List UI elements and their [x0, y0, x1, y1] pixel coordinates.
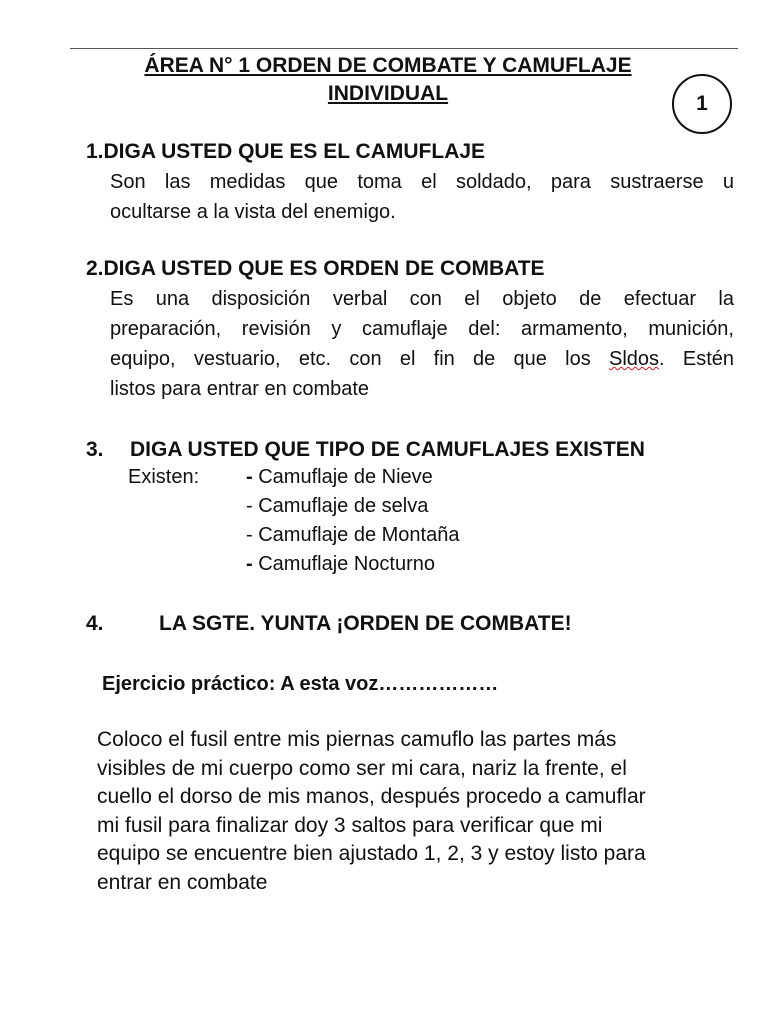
final-line-2: visibles de mi cuerpo como ser mi cara, nariz la frente, el: [97, 756, 627, 780]
camouflage-list: [246, 463, 459, 579]
spellcheck-word: Sldos: [609, 348, 660, 370]
section-3-label: Existen:: [128, 466, 200, 488]
title-line-1: ÁREA N° 1 ORDEN DE COMBATE Y CAMUFLAJE: [144, 54, 632, 77]
list-item: [246, 550, 459, 579]
list-bullet: -: [246, 495, 253, 517]
section-2-line-4: listos para entrar en combate: [110, 378, 370, 400]
section-4-title: LA SGTE. YUNTA ¡ORDEN DE COMBATE!: [159, 612, 572, 635]
section-4-heading: [86, 610, 572, 638]
title-line-2: INDIVIDUAL: [327, 82, 449, 105]
final-line-5: equipo se encuentre bien ajustado 1, 2, 3 y estoy listo para: [97, 842, 646, 865]
list-item: [246, 492, 459, 521]
section-1-line-1: Son las medidas que toma el soldado, para sustraerse u: [110, 171, 734, 193]
section-1-paragraph: [110, 167, 734, 227]
list-item-text: Camuflaje de selva: [258, 495, 429, 517]
section-3-heading: [86, 436, 645, 464]
section-2-line-3-end: . Estén: [659, 348, 735, 370]
final-line-4: mi fusil para finalizar doy 3 saltos para verificar que mi: [97, 813, 603, 837]
final-line-1: Coloco el fusil entre mis piernas camuflo las partes más: [97, 728, 617, 751]
section-3-number: 3.: [86, 438, 104, 461]
section-4-number: 4.: [86, 612, 104, 635]
section-2-paragraph: [110, 284, 734, 404]
page-title: [70, 52, 706, 108]
section-2-line-3-start: equipo, vestuario, etc. con el fin de que los: [110, 348, 610, 370]
list-bullet: -: [246, 524, 253, 546]
list-item: [246, 463, 459, 492]
final-paragraph: [97, 726, 739, 897]
list-item-text: Camuflaje de Montaña: [258, 524, 460, 546]
section-1-heading: 1.DIGA USTED QUE ES EL CAMUFLAJE: [86, 140, 486, 163]
section-2-line-1: Es una disposición verbal con el objeto de efectuar la: [110, 288, 734, 310]
section-2-heading: 2.DIGA USTED QUE ES ORDEN DE COMBATE: [86, 257, 545, 280]
section-2-line-2: preparación, revisión y camuflaje del: armamento, munición,: [110, 318, 734, 340]
list-item: [246, 521, 459, 550]
section-2-line-3: [110, 344, 734, 374]
section-3-title: DIGA USTED QUE TIPO DE CAMUFLAJES EXISTEN: [130, 438, 645, 461]
exercise-label: Ejercicio práctico: A esta voz………………: [102, 673, 499, 695]
list-bullet: -: [246, 466, 253, 488]
list-bullet: -: [246, 553, 253, 575]
list-item-text: Camuflaje de Nieve: [258, 466, 433, 488]
section-1-line-2: ocultarse a la vista del enemigo.: [110, 201, 396, 223]
final-line-6: entrar en combate: [97, 870, 268, 894]
top-rule: [70, 48, 738, 49]
page-number: 1: [696, 92, 708, 115]
final-line-3: cuello el dorso de mis manos, después procedo a camuflar: [97, 785, 646, 808]
list-item-text: Camuflaje Nocturno: [258, 553, 435, 575]
page-number-badge: [672, 74, 732, 134]
